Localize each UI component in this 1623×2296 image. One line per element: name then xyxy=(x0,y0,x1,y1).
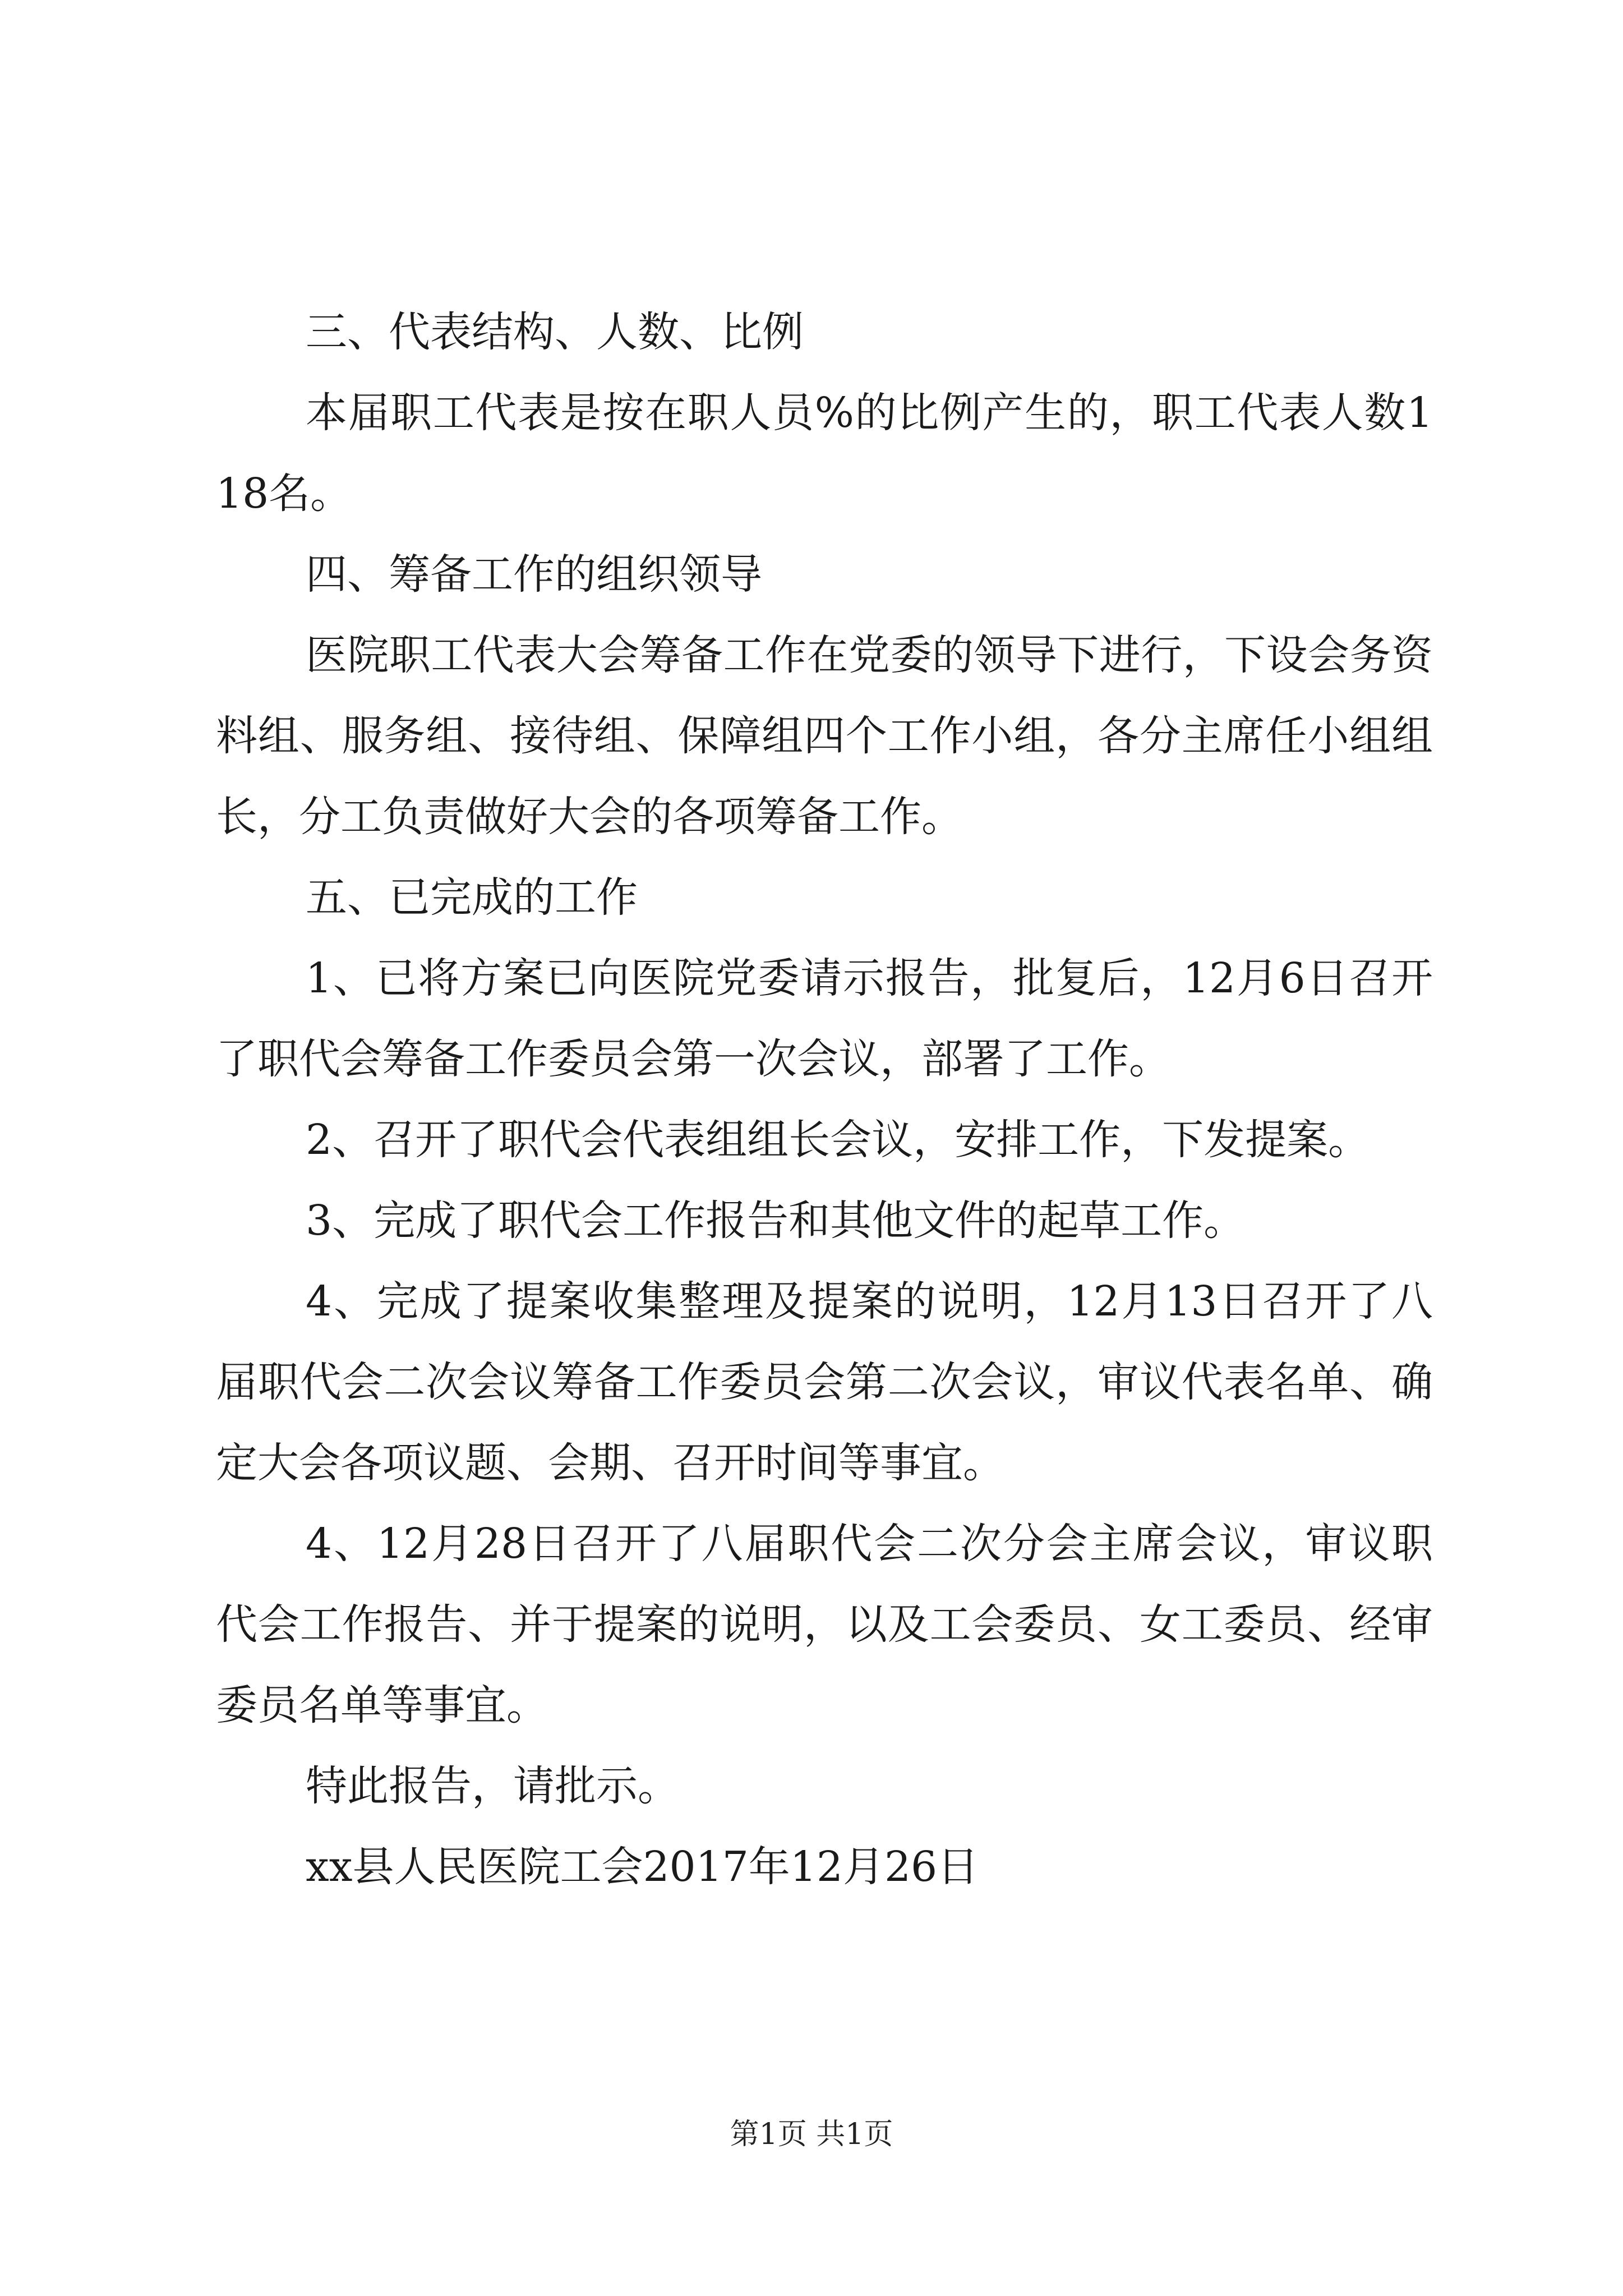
closing-request: 特此报告，请批示。 xyxy=(306,1762,679,1810)
paragraph-organization: 医院职工代表大会筹备工作在党委的领导下进行，下设会务资料组、服务组、接待组、保障组四个工作小组，各分主席任小组组长，分工负责做好大会的各项筹备工作。 xyxy=(216,631,1433,841)
section-heading-3: 三、代表结构、人数、比例 xyxy=(306,308,804,356)
list-item-2: 2、召开了职代会代表组组长会议，安排工作，下发提案。 xyxy=(306,1116,1370,1164)
page-footer: 第1页 共1页 xyxy=(730,2118,893,2151)
list-item-4a: 4、完成了提案收集整理及提案的说明，12月13日召开了八届职代会二次会议筹备工作委员会第二次会议，审议代表名单、确定大会各项议题、会期、召开时间等事宜。 xyxy=(216,1277,1433,1487)
list-item-3: 3、完成了职代会工作报告和其他文件的起草工作。 xyxy=(306,1197,1246,1245)
signature-date: xx县人民医院工会2017年12月26日 xyxy=(306,1843,979,1891)
document-body xyxy=(216,292,1433,1907)
section-heading-4: 四、筹备工作的组织领导 xyxy=(306,550,762,599)
section-heading-5: 五、已完成的工作 xyxy=(306,873,638,922)
paragraph-representatives: 本届职工代表是按在职人员%的比例产生的，职工代表人数118名。 xyxy=(216,389,1433,518)
list-item-4b: 4、12月28日召开了八届职代会二次分会主席会议，审议职代会工作报告、并于提案的说明，以及工会委员、女工委员、经审委员名单等事宜。 xyxy=(216,1520,1433,1729)
list-item-1: 1、已将方案已向医院党委请示报告，批复后，12月6日召开了职代会筹备工作委员会第一次会议，部署了工作。 xyxy=(216,954,1433,1083)
